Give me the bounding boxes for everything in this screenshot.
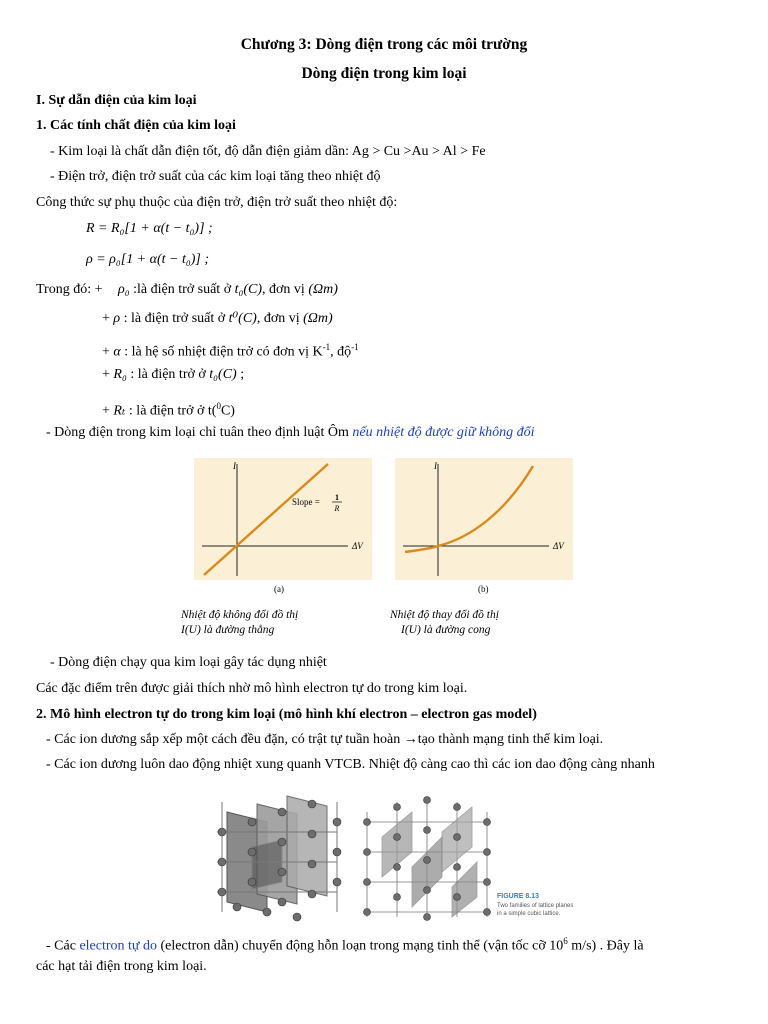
def-symbol: Rₜ bbox=[113, 403, 126, 419]
def-r0 bbox=[102, 366, 244, 384]
def-prefix: + bbox=[102, 403, 114, 419]
equation-resistivity: ρ = ρ₀[1 + α(t − t₀)] ; bbox=[86, 252, 210, 267]
graph-b-svg bbox=[395, 458, 573, 580]
heading-1-2: 2. Mô hình electron tự do trong kim loại (mô hình khí electron – electron gas model) bbox=[36, 707, 537, 722]
def-exponent: -1 bbox=[322, 342, 331, 352]
def-rt bbox=[102, 397, 235, 421]
electron-text-end: m/s) . Đây là bbox=[567, 938, 644, 954]
def-symbol: R₀ bbox=[113, 367, 127, 382]
lattice-figure bbox=[212, 792, 602, 924]
paragraph-explanation: Các đặc điểm trên được giải thích nhờ mô hình electron tự do trong kim loại. bbox=[36, 681, 468, 696]
caption-b-line1: Nhiệt độ thay đổi đồ thị bbox=[390, 609, 499, 621]
paragraph-ion-vibration: - Các ion dương luôn dao động nhiệt xung quanh VTCB. Nhiệt độ càng cao thì các ion dao động càng nhanh bbox=[46, 757, 655, 772]
def-symbol: α bbox=[113, 344, 121, 360]
graph-a-svg bbox=[194, 458, 372, 580]
lattice-left bbox=[217, 796, 337, 912]
caption-b-line2: I(U) là đường cong bbox=[401, 624, 491, 636]
def-text: :là điện trở suất ở bbox=[129, 282, 235, 297]
def-tail: , đơn vị bbox=[262, 282, 309, 297]
def-prefix: + bbox=[102, 367, 114, 382]
graph-b-ylabel: I bbox=[434, 461, 437, 471]
ohm-text: - Dòng điện trong kim loại chỉ tuân theo định luật Ôm bbox=[46, 425, 353, 440]
lattice-text: - Các ion dương sắp xếp một cách đều đặn, có trật tự tuần hoàn bbox=[46, 732, 404, 747]
def-unit: (Ωm) bbox=[303, 311, 333, 326]
figure-label: FIGURE 8.13 bbox=[497, 893, 540, 900]
def-temp: t₀(C) bbox=[209, 367, 237, 382]
def-temp: t₀(C) bbox=[234, 282, 263, 297]
def-rho0 bbox=[118, 281, 338, 299]
ohm-condition: nếu nhiệt độ được giữ không đổi bbox=[352, 425, 535, 440]
graph-a-background bbox=[194, 458, 372, 580]
graph-a-tag: (a) bbox=[274, 584, 284, 594]
paragraph-ohm-law bbox=[46, 424, 535, 442]
def-exponent: -1 bbox=[351, 342, 359, 352]
def-text: : là hệ số nhiệt điện trở có đơn vị K bbox=[120, 344, 323, 360]
lattice-svg bbox=[212, 792, 602, 924]
graph-b-tag: (b) bbox=[478, 584, 489, 594]
caption-a-line2: I(U) là đường thẳng bbox=[181, 624, 275, 636]
figure-caption-line2: in a simple cubic lattice. bbox=[497, 911, 561, 917]
equation-resistance: R = R₀[1 + α(t − t₀)] ; bbox=[86, 221, 213, 236]
graph-b bbox=[395, 458, 573, 580]
heading-1-1: 1. Các tính chất điện của kim loại bbox=[36, 118, 236, 133]
figure-caption-line1: Two families of lattice planes bbox=[497, 903, 574, 909]
graph-a-slope-den: R bbox=[334, 504, 340, 513]
def-exponent: 0 bbox=[216, 401, 221, 411]
graph-a-slope-num: 1 bbox=[335, 493, 339, 502]
heading-1: I. Sự dẫn điện của kim loại bbox=[36, 93, 197, 108]
electron-term: electron tự do bbox=[79, 938, 157, 954]
arrow-right-icon: → bbox=[403, 732, 418, 747]
def-prefix: + bbox=[102, 344, 114, 360]
paragraph-ion-lattice bbox=[46, 731, 603, 749]
paragraph-resistance: - Điện trở, điện trở suất của các kim loại tăng theo nhiệt độ bbox=[50, 169, 381, 184]
lattice-text-end: tạo thành mạng tinh thể kim loại. bbox=[417, 732, 604, 747]
def-rho bbox=[102, 310, 333, 328]
def-tail: , đơn vị bbox=[256, 311, 304, 326]
electron-exponent: 6 bbox=[563, 936, 568, 946]
def-text: : là điện trở ở bbox=[126, 367, 210, 382]
def-unit: (Ωm) bbox=[308, 282, 338, 297]
def-tail: ; bbox=[236, 367, 245, 382]
graph-a-xlabel: ΔV bbox=[352, 541, 363, 551]
paragraph-free-electrons bbox=[46, 932, 644, 956]
chapter-title: Chương 3: Dòng điện trong các môi trường bbox=[240, 36, 528, 53]
def-temp: t⁰(C) bbox=[228, 311, 257, 326]
graph-b-background bbox=[395, 458, 573, 580]
paragraph-charge-carriers: các hạt tải điện trong kim loại. bbox=[36, 959, 207, 974]
graph-b-xlabel: ΔV bbox=[553, 541, 564, 551]
def-tail: C) bbox=[220, 403, 235, 419]
graph-a-slope-label: Slope = bbox=[292, 497, 320, 507]
def-text: : là điện trở ở t( bbox=[125, 403, 217, 419]
def-alpha bbox=[102, 338, 359, 362]
graph-a bbox=[194, 458, 372, 580]
electron-text-mid: (electron dẫn) chuyển động hỗn loạn trong mạng tinh thể (vận tốc cỡ 10 bbox=[157, 938, 564, 954]
graph-a-ylabel: I bbox=[233, 461, 236, 471]
paragraph-heating: - Dòng điện chạy qua kim loại gây tác dụng nhiệt bbox=[50, 655, 327, 670]
def-prefix: + bbox=[102, 311, 114, 326]
def-symbol: ρ₀ bbox=[118, 282, 130, 297]
caption-a-line1: Nhiệt độ không đổi đồ thị bbox=[181, 609, 299, 621]
where-label: Trong đó: + bbox=[36, 282, 103, 297]
def-symbol: ρ bbox=[113, 311, 121, 326]
paragraph-formula-intro: Công thức sự phụ thuộc của điện trở, điện trở suất theo nhiệt độ: bbox=[36, 195, 398, 210]
electron-text: - Các bbox=[46, 938, 80, 954]
paragraph-conductivity: - Kim loại là chất dẫn điện tốt, độ dẫn điện giảm dần: Ag > Cu >Au > Al > Fe bbox=[50, 144, 486, 159]
section-title: Dòng điện trong kim loại bbox=[301, 65, 467, 82]
def-text: : là điện trở suất ở bbox=[120, 311, 229, 326]
def-tail: , độ bbox=[330, 344, 352, 360]
